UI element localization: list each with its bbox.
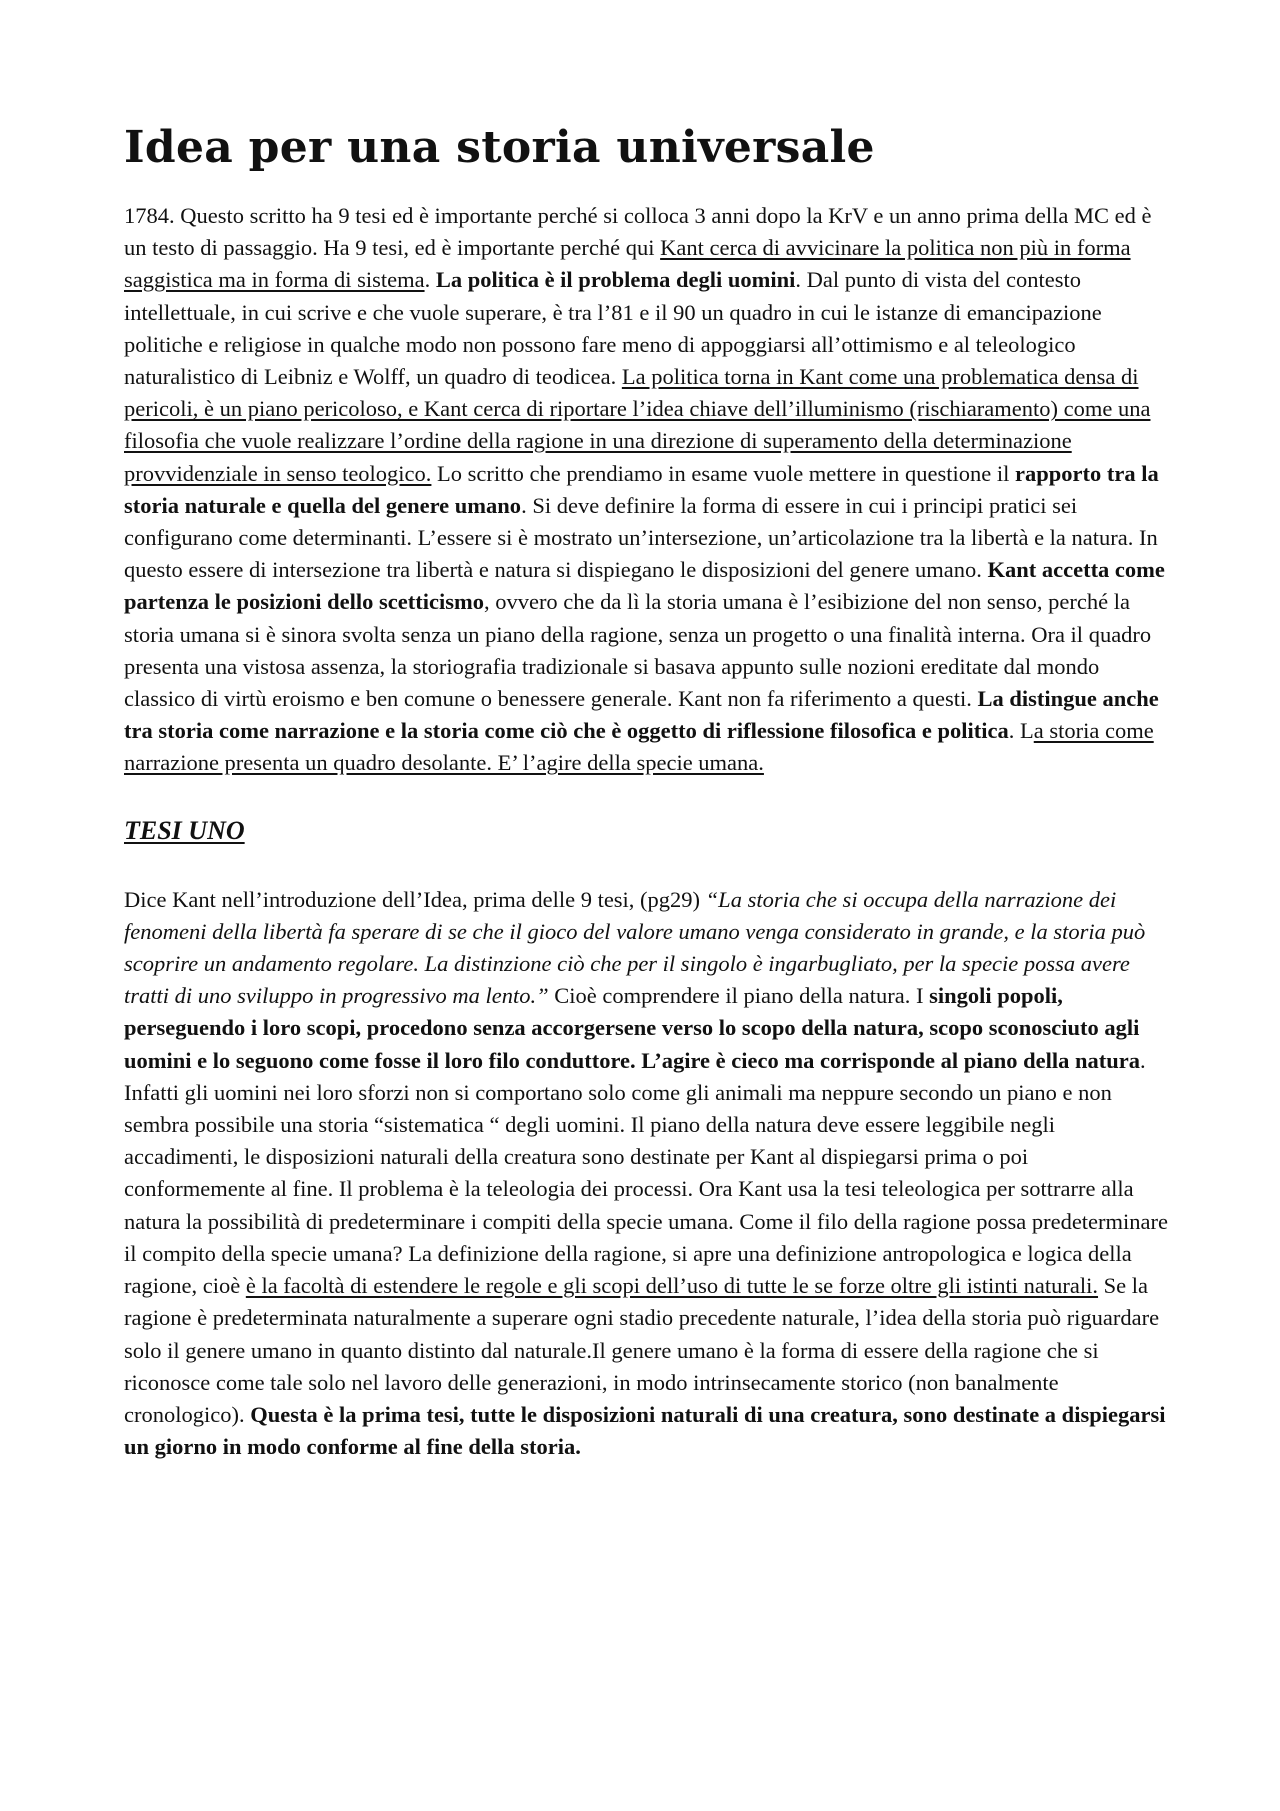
bold-text: rapporto tra la storia naturale e quella del genere umano — [124, 460, 1159, 518]
bold-text: La politica è il problema degli uomini — [435, 267, 796, 293]
text-run: Cioè comprendere il piano della natura. I — [548, 983, 930, 1009]
text-run: Dice Kant nell’introduzione dell’Idea, prima delle 9 tesi, (pg29) — [124, 886, 706, 912]
bold-text: Questa è la prima tesi, tutte le disposizioni naturali di una creatura, sono destinate a dispiegarsi un giorno in modo conforme al fine della storia. — [124, 1401, 1166, 1460]
bold-text: La distingue anche tra storia come narrazione e la storia come ciò che è oggetto di riflessione filosofica e politica — [124, 686, 1159, 744]
text-run: . Si deve definire la forma di essere in cui i principi pratici sei configurano come determinanti. L’essere si è mostrato un’intersezione, un’articolazione tra la libertà e la natura. In questo essere di intersezione tra libertà e natura si dispiegano le disposizioni del genere umano. — [124, 492, 1158, 583]
bold-text: singoli popoli, perseguendo i loro scopi, procedono senza accorgersene verso lo scopo della natura, scopo sconosciuto agli uomini e lo seguono come fosse il loro filo conduttore. L’agire è cieco ma corrisponde al piano della natura — [124, 983, 1140, 1073]
text-run: . — [424, 267, 436, 293]
section-heading: TESI UNO — [124, 815, 245, 845]
text-run: Lo scritto che prendiamo in esame vuole mettere in questione il — [431, 460, 1015, 486]
underlined-text: è la facoltà di estendere le regole e gli scopi dell’uso di tutte le se forze oltre gli istinti naturali. — [245, 1273, 1099, 1299]
document-title: Idea per una storia universale — [124, 122, 875, 173]
text-run: 1784. Questo scritto ha 9 tesi ed è importante perché si colloca 3 anni dopo la KrV e un anno prima della MC ed è un testo di passaggio. Ha 9 tesi, ed è importante perché qui — [124, 203, 1152, 261]
text-run: Se la ragione è predeterminata naturalmente a superare ogni stadio precedente naturale, l’idea della storia può riguardare solo il genere umano in quanto distinto dal naturale.Il genere umano è la forma di essere della ragione che si riconosce come tale solo nel lavoro delle generazioni, in modo intrinsecamente storico (non banalmente cronologico). — [124, 1273, 1160, 1427]
underlined-text: a storia come narrazione presenta un quadro desolante. E’ l’agire della specie umana. — [124, 718, 1154, 776]
intro-paragraph — [124, 200, 1168, 780]
italic-quote: “La storia che si occupa della narrazione dei fenomeni della libertà fa sperare di se che il gioco del valore umano venga considerato in grande, e la storia può scoprire un andamento regolare. La distinzione ciò che per il singolo è ingarbugliato, per la specie possa avere tratti di uno sviluppo in progressivo ma lento.” — [124, 886, 1146, 1009]
bold-text: Kant accetta come partenza le posizioni dello scetticismo — [124, 557, 1165, 615]
underlined-text: Kant cerca di avvicinare la politica non più in forma saggistica ma in forma di sistema — [124, 235, 1131, 293]
text-run: . L — [1008, 718, 1034, 744]
text-run: . Dal punto di vista del contesto intellettuale, in cui scrive e che vuole superare, è tra l’81 e il 90 un quadro in cui le istanze di emancipazione politiche e religiose in qualche modo non possono fare meno di appoggiarsi all’ottimismo e al teleologico naturalistico di Leibniz e Wolff, un quadro di teodicea. — [124, 267, 1102, 390]
tesi-uno-paragraph — [124, 884, 1168, 1464]
document-page — [124, 118, 1168, 1463]
underlined-text: La politica torna in Kant come una problematica densa di pericoli, è un piano pericoloso, e Kant cerca di riportare l’idea chiave dell’illuminismo (rischiaramento) come una filosofia che vuole realizzare l’ordine della ragione in una direzione di superamento della determinazione provvidenziale in senso teologico. — [124, 364, 1151, 486]
text-run: , ovvero che da lì la storia umana è l’esibizione del non senso, perché la storia umana si è sinora svolta senza un piano della ragione, senza un progetto o una finalità interna. Ora il quadro presenta una vistosa assenza, la storiografia tradizionale si basava appunto sulle nozioni ereditate dal mondo classico di virtù eroismo e ben comune o benessere generale. Kant non fa riferimento a questi. — [124, 589, 1152, 712]
text-run: . Infatti gli uomini nei loro sforzi non si comportano solo come gli animali ma neppure secondo un piano e non sembra possibile una storia “sistematica “ degli uomini. Il piano della natura deve essere leggibile negli accadimenti, le disposizioni naturali della creatura sono destinate per Kant al dispiegarsi prima o poi conformemente al fine. Il problema è la teleologia dei processi. Ora Kant usa la tesi teleologica per sottrarre alla natura la possibilità di predeterminare i compiti della specie umana. Come il filo della ragione possa predeterminare il compito della specie umana? La definizione della ragione, si apre una definizione antropologica e logica della ragione, cioè — [124, 1047, 1169, 1299]
